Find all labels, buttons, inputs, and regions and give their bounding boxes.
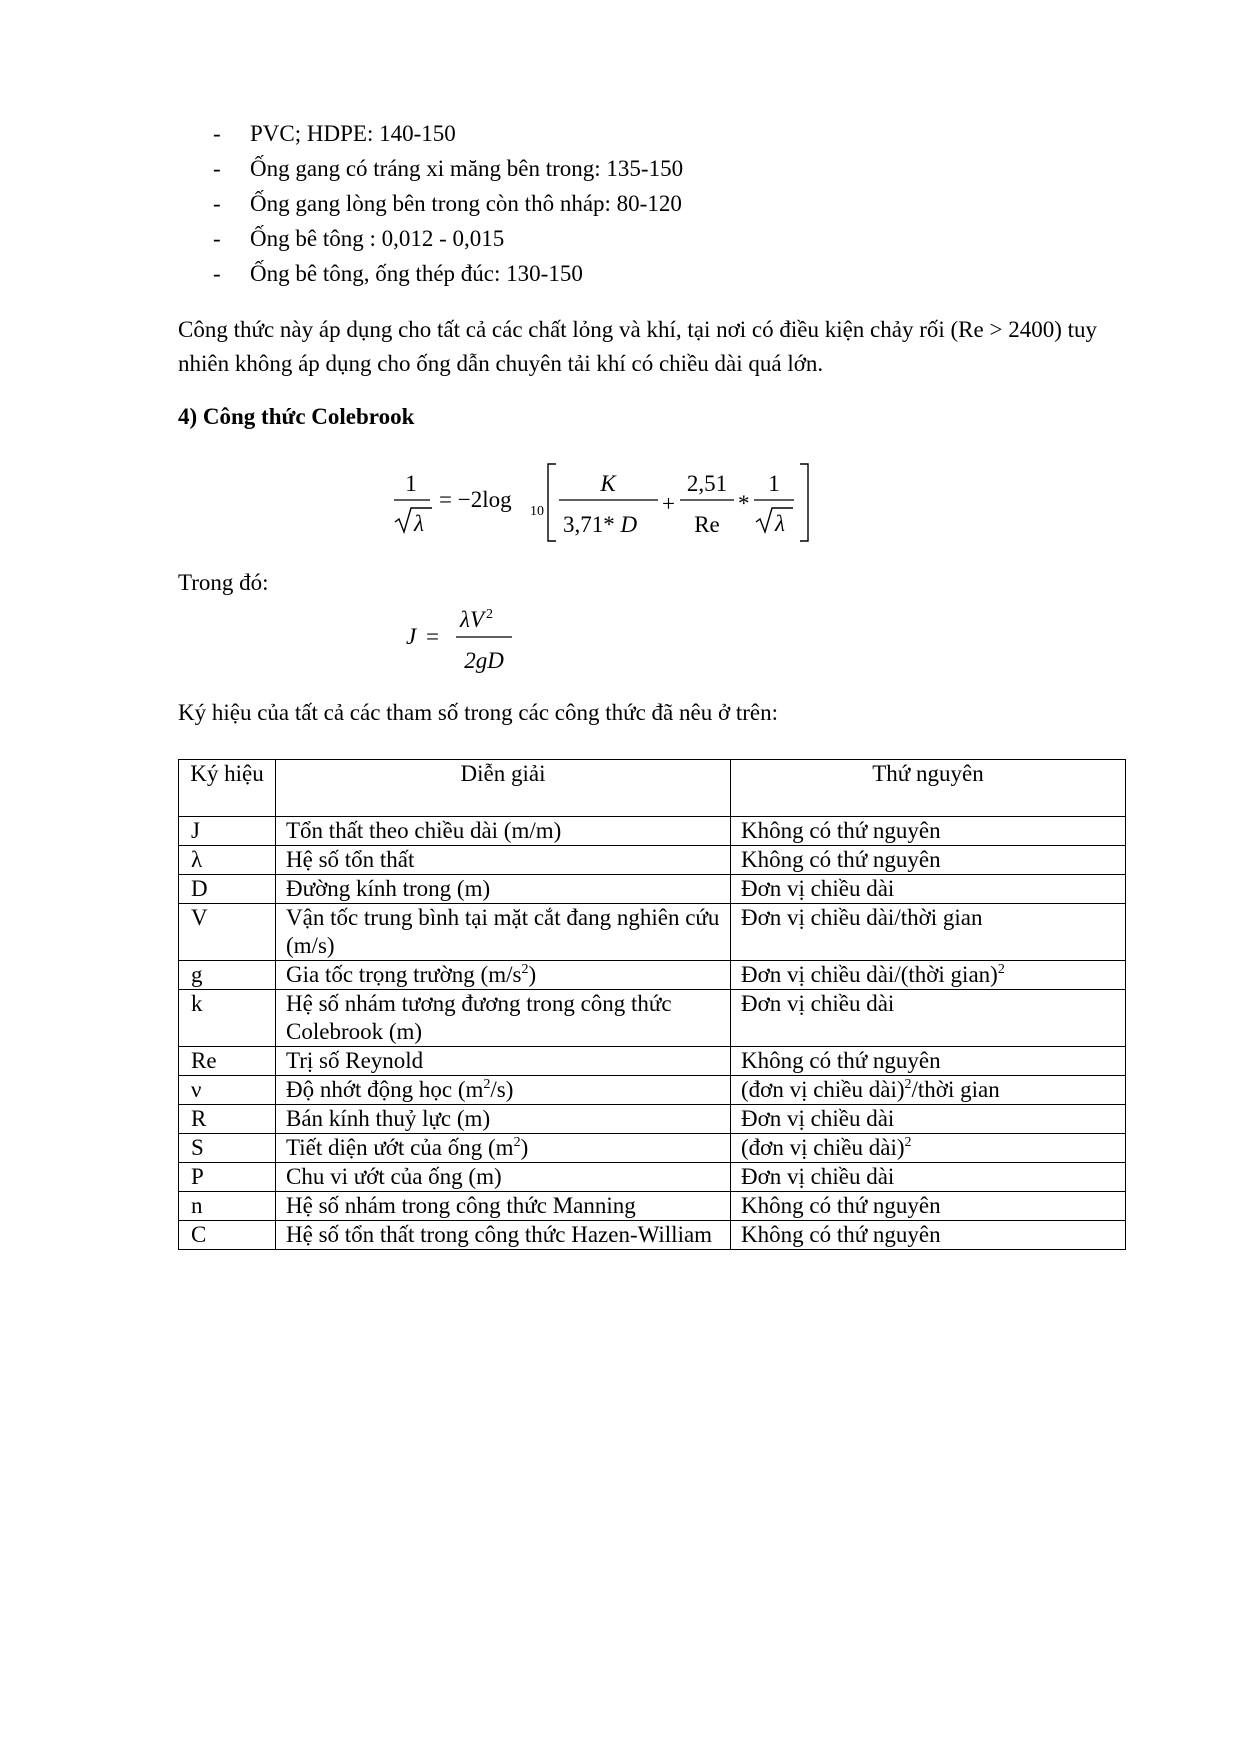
cell-symbol: g: [179, 961, 276, 990]
j-equals: =: [426, 624, 439, 649]
lhs-denominator: λ: [414, 511, 424, 536]
multiply-sign: *: [738, 491, 750, 516]
j-lhs: J: [406, 624, 417, 649]
cell-dimension: (đơn vị chiều dài)$^2$: [731, 1134, 1126, 1163]
table-row: [179, 990, 1126, 1047]
cell-symbol: P: [179, 1163, 276, 1192]
colebrook-formula: [392, 455, 832, 555]
term1-numerator: K: [600, 471, 616, 496]
cell-description: Hệ số tổn thất trong công thức Hazen-William: [276, 1221, 731, 1250]
cell-dimension: Đơn vị chiều dài: [731, 1163, 1126, 1192]
table-row: [179, 1221, 1126, 1250]
cell-symbol: Re: [179, 1047, 276, 1076]
applicability-paragraph: Công thức này áp dụng cho tất cả các chất lỏng và khí, tại nơi có điều kiện chảy rối (Re > 2400) tuy nhiên không áp dụng cho ống dẫn chuyên tải khí có chiều dài quá lớn.: [178, 317, 1098, 376]
term3-numerator: 1: [768, 471, 780, 496]
cell-symbol: ν: [179, 1076, 276, 1105]
cell-dimension: Đơn vị chiều dài: [731, 875, 1126, 904]
header-description: Diễn giải: [276, 760, 731, 817]
j-numerator-exponent: 2: [486, 607, 494, 622]
cell-symbol: R: [179, 1105, 276, 1134]
bullet-dash: -: [213, 191, 221, 216]
bullet-dash: -: [213, 261, 221, 286]
header-dimension: Thứ nguyên: [731, 760, 1126, 817]
table-row: [179, 875, 1126, 904]
bullet-dash: -: [213, 226, 221, 251]
table-row: [179, 904, 1126, 961]
head-loss-formula: [404, 600, 544, 680]
cell-dimension: Đơn vị chiều dài: [731, 990, 1126, 1047]
table-intro: Ký hiệu của tất cả các tham số trong các công thức đã nêu ở trên:: [178, 700, 779, 725]
term1-denominator-b: D: [620, 512, 638, 537]
equals-term: = −2log: [439, 487, 512, 512]
table-row: [179, 1163, 1126, 1192]
bullet-dash: -: [213, 121, 221, 146]
table-row: [179, 846, 1126, 875]
table-row: [179, 961, 1126, 990]
j-denominator: 2gD: [464, 648, 504, 673]
cell-symbol: D: [179, 875, 276, 904]
cell-dimension: Không có thứ nguyên: [731, 1192, 1126, 1221]
symbol-table: [178, 759, 1126, 1250]
cell-symbol: S: [179, 1134, 276, 1163]
right-bracket-icon: [800, 464, 808, 541]
cell-symbol: λ: [179, 846, 276, 875]
cell-description: Hệ số tổn thất: [276, 846, 731, 875]
cell-dimension: Không có thứ nguyên: [731, 1221, 1126, 1250]
cell-description: Tiết diện ướt của ống $(m^2)$: [276, 1134, 731, 1163]
cell-description: Bán kính thuỷ lực (m): [276, 1105, 731, 1134]
table-row: [179, 1047, 1126, 1076]
left-bracket-icon: [548, 464, 556, 541]
cell-symbol: k: [179, 990, 276, 1047]
lhs-numerator: 1: [405, 471, 417, 496]
log-base: 10: [530, 504, 544, 519]
cell-description: Hệ số nhám trong công thức Manning: [276, 1192, 731, 1221]
term3-denominator: λ: [775, 511, 785, 536]
cell-description: Đường kính trong (m): [276, 875, 731, 904]
cell-dimension: Không có thứ nguyên: [731, 817, 1126, 846]
where-label: Trong đó:: [178, 570, 269, 595]
cell-symbol: n: [179, 1192, 276, 1221]
list-item: - Ống bê tông, ống thép đúc: 130-150: [213, 256, 683, 291]
cell-description: Độ nhớt động học $(m^2/s)$: [276, 1076, 731, 1105]
term2-denominator: Re: [694, 512, 720, 537]
table-row: [179, 1076, 1126, 1105]
cell-dimension: Không có thứ nguyên: [731, 1047, 1126, 1076]
cell-dimension: Đơn vị chiều dài/thời gian: [731, 904, 1126, 961]
svg-text:λV2: [459, 607, 493, 632]
cell-description: Tổn thất theo chiều dài (m/m): [276, 817, 731, 846]
list-item: - PVC; HDPE: 140-150: [213, 116, 683, 151]
table-row: [179, 1192, 1126, 1221]
svg-text:3,71* D: [563, 512, 638, 537]
section-heading: 4) Công thức Colebrook: [178, 404, 415, 429]
table-row: [179, 1134, 1126, 1163]
cell-dimension: Đơn vị chiều dài: [731, 1105, 1126, 1134]
cell-dimension: Không có thứ nguyên: [731, 846, 1126, 875]
cell-description: Chu vi ướt của ống (m): [276, 1163, 731, 1192]
table-row: [179, 1105, 1126, 1134]
cell-description: Trị số Reynold: [276, 1047, 731, 1076]
cell-description: Hệ số nhám tương đương trong công thức Colebrook (m): [276, 990, 731, 1047]
cell-symbol: C: [179, 1221, 276, 1250]
bullet-dash: -: [213, 156, 221, 181]
table-row: [179, 817, 1126, 846]
j-numerator: λV: [460, 607, 485, 632]
list-item: - Ống gang lòng bên trong còn thô nháp: 80-120: [213, 186, 683, 221]
cell-dimension: Đơn vị chiều dài/(thời gian)$^2$: [731, 961, 1126, 990]
cell-symbol: V: [179, 904, 276, 961]
cell-dimension: (đơn vị chiều dài)$^2$/thời gian: [731, 1076, 1126, 1105]
c-coefficient-list: [213, 116, 683, 291]
table-header-row: [179, 760, 1126, 817]
header-symbol: Ký hiệu: [179, 760, 276, 817]
term1-denominator-a: 3,71*: [563, 512, 621, 537]
cell-description: Vận tốc trung bình tại mặt cắt đang nghiên cứu (m/s): [276, 904, 731, 961]
term2-numerator: 2,51: [686, 471, 728, 496]
cell-symbol: J: [179, 817, 276, 846]
list-item: - Ống gang có tráng xi măng bên trong: 135-150: [213, 151, 683, 186]
cell-description: Gia tốc trọng trường $(m/s^2)$: [276, 961, 731, 990]
plus-sign: +: [662, 491, 675, 516]
list-item: - Ống bê tông : 0,012 - 0,015: [213, 221, 683, 256]
